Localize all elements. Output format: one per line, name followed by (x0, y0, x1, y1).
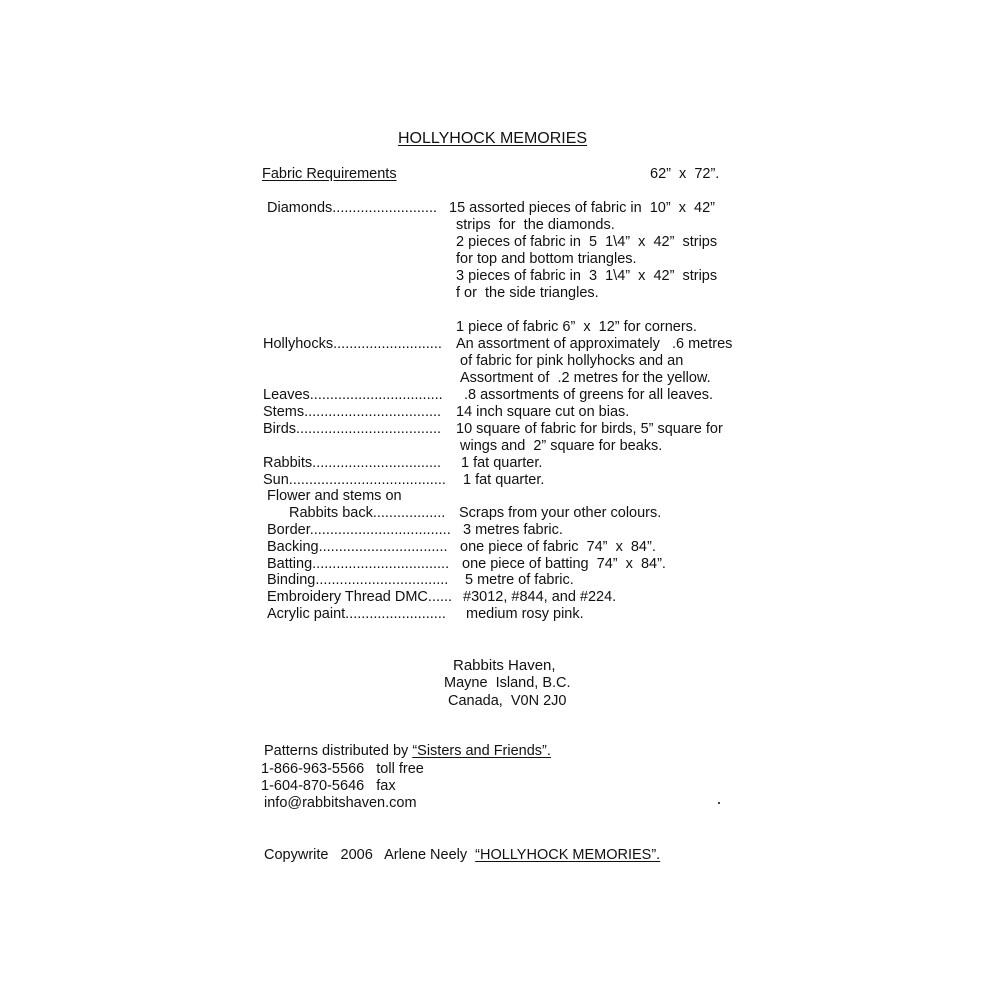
item-label-acrylic-paint: Acrylic paint......................... (267, 606, 446, 622)
distributor-prefix: Patterns distributed by (264, 743, 413, 759)
phone-line: 1-866-963-5566 toll free (261, 761, 424, 777)
item-line: 1 fat quarter. (463, 472, 545, 488)
copyright-prefix: Copywrite 2006 Arlene Neely (264, 847, 476, 863)
item-line: .8 assortments of greens for all leaves. (464, 387, 714, 403)
item-line: 15 assorted pieces of fabric in 10” x 42” (449, 200, 715, 216)
item-line: Assortment of .2 metres for the yellow. (460, 370, 711, 386)
copyright-title: “HOLLYHOCK MEMORIES”. (475, 847, 661, 863)
fax-line: 1-604-870-5646 fax (261, 778, 396, 794)
item-line: one piece of fabric 74” x 84”. (460, 539, 656, 555)
item-label-rabbits-back: Rabbits back.................. (289, 505, 446, 521)
copyright-line (264, 847, 660, 864)
item-label-binding: Binding................................. (267, 572, 449, 588)
item-line: 1 piece of fabric 6” x 12” for corners. (456, 319, 697, 335)
item-label-diamonds: Diamonds.......................... (267, 200, 438, 216)
item-line: 1 fat quarter. (461, 455, 543, 471)
item-line: strips for the diamonds. (456, 217, 615, 233)
item-label-embroidery: Embroidery Thread DMC...... (267, 589, 453, 605)
item-line: 10 square of fabric for birds, 5” square for (456, 421, 723, 437)
item-line: 2 pieces of fabric in 5 1\4” x 42” strips (456, 234, 718, 250)
email-line: info@rabbitshaven.com (264, 795, 417, 811)
item-line: #3012, #844, and #224. (463, 589, 617, 605)
fabric-requirements-heading: Fabric Requirements (262, 166, 397, 182)
item-line: f or the side triangles. (456, 285, 599, 301)
item-line: 3 metres fabric. (463, 522, 563, 538)
address-line-location: Mayne Island, B.C. (444, 675, 571, 691)
address-line-country: Canada, V0N 2J0 (448, 693, 567, 709)
item-line: for top and bottom triangles. (456, 251, 637, 267)
item-line: An assortment of approximately .6 metres (456, 336, 733, 352)
quilt-size: 62” x 72”. (650, 166, 720, 182)
item-label-sun: Sun....................................... (263, 472, 446, 488)
item-line: of fabric for pink hollyhocks and an (460, 353, 684, 369)
item-label-rabbits: Rabbits................................ (263, 455, 442, 471)
item-line: 5 metre of fabric. (465, 572, 574, 588)
stray-mark (718, 802, 720, 804)
item-label-leaves: Leaves................................. (263, 387, 443, 403)
distributor-name: “Sisters and Friends”. (412, 743, 551, 759)
item-line: 3 pieces of fabric in 3 1\4” x 42” strips (456, 268, 718, 284)
item-label-stems: Stems.................................. (263, 404, 442, 420)
item-line: Scraps from your other colours. (459, 505, 662, 521)
item-label-birds: Birds.................................... (263, 421, 442, 437)
address-line-name: Rabbits Haven, (453, 657, 556, 674)
page-title: HOLLYHOCK MEMORIES (398, 130, 588, 147)
item-line: wings and 2” square for beaks. (460, 438, 663, 454)
item-label-flower-stems: Flower and stems on (267, 488, 402, 504)
item-line: one piece of batting 74” x 84”. (462, 556, 666, 572)
item-line: 14 inch square cut on bias. (456, 404, 630, 420)
item-label-border: Border................................... (267, 522, 451, 538)
item-label-batting: Batting.................................. (267, 556, 450, 572)
item-label-hollyhocks: Hollyhocks........................... (263, 336, 442, 352)
distributor-line (264, 743, 551, 760)
item-label-backing: Backing................................ (267, 539, 448, 555)
item-line: medium rosy pink. (466, 606, 584, 622)
